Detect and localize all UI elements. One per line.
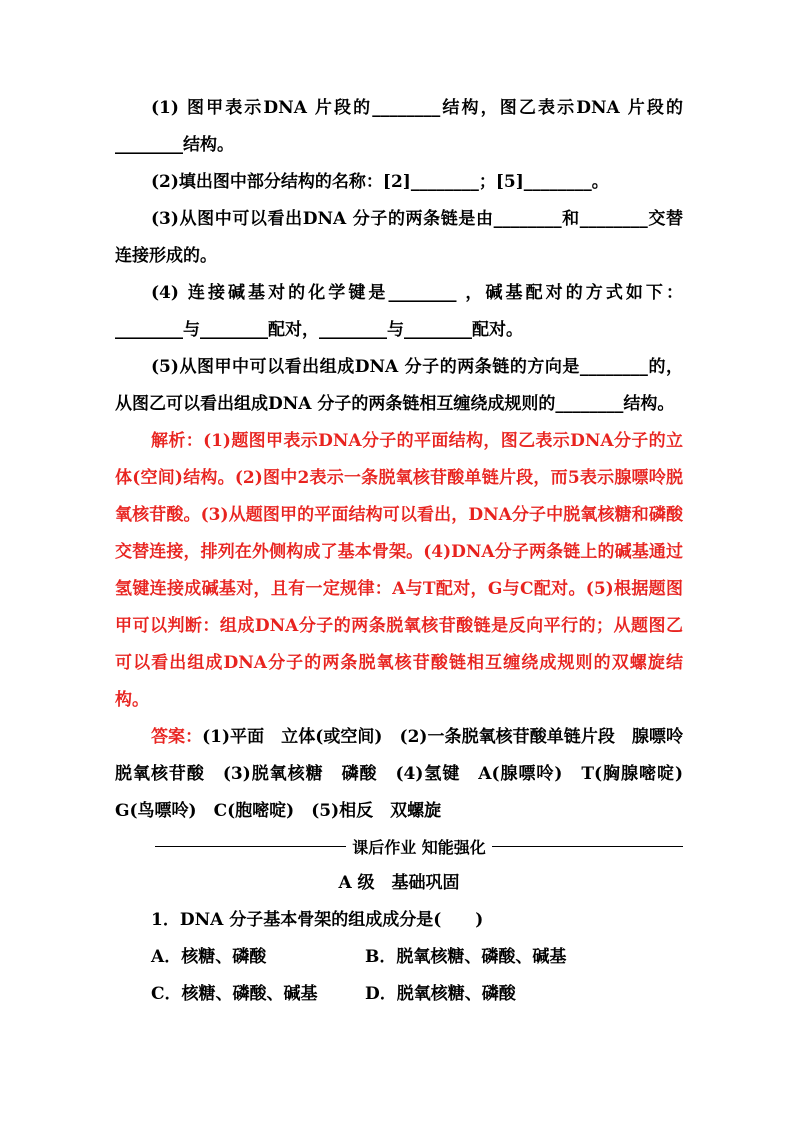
analysis-text: (1)题图甲表示DNA分子的平面结构，图乙表示DNA分子的立体(空间)结构。(2)图中2表示一条脱氧核苷酸单链片段，而5表示腺嘌呤脱氧核苷酸。(3)从题图甲的平面结构可以看出，DNA分子中脱氧核糖和磷酸交替连接，排列在外侧构成了基本骨架。(4)DNA分子两条链上的碱基通过氢键连接成碱基对，且有一定规律：A与T配对，G与C配对。(5)根据题图甲可以判断：组成DNA分子的两条脱氧核苷酸链是反向平行的；从题图乙可以看出组成DNA分子的两条脱氧核苷酸链相互缠绕成规则的双螺旋结构。: [115, 431, 684, 710]
divider-line-right: [492, 846, 683, 847]
option-c[interactable]: C．核糖、磷酸、碱基: [151, 984, 318, 1004]
question-2: (2)填出图中部分结构的名称：[2]________；[5]________。: [151, 172, 609, 192]
question-4: (4) 连接碱基对的化学键是________ ，碱基配对的方式如下：________与________配对，________与________配对。: [115, 283, 683, 340]
option-d[interactable]: D．脱氧核糖、磷酸: [365, 984, 516, 1004]
option-a[interactable]: A．核糖、磷酸: [151, 947, 267, 967]
level-heading: A 级 基础巩固: [338, 873, 460, 893]
question-5: (5)从图甲中可以看出组成DNA 分子的两条链的方向是________的，从图乙可以看出组成DNA 分子的两条链相互缠绕成规则的________结构。: [115, 357, 683, 414]
section-divider: [115, 828, 683, 865]
option-b[interactable]: B．脱氧核糖、磷酸、碱基: [365, 947, 567, 967]
question-1: (1) 图甲表示DNA 片段的________结构，图乙表示DNA 片段的________结构。: [115, 98, 683, 155]
answer-label: 答案：: [151, 727, 203, 747]
document-page: [115, 90, 700, 1013]
analysis-paragraph: [115, 423, 683, 719]
analysis-label: 解析：: [151, 431, 204, 451]
section-title: 课后作业 知能强化: [352, 838, 486, 857]
exercise-question: 1．DNA 分子基本骨架的组成成分是( ): [151, 910, 484, 930]
answer-paragraph: [115, 719, 700, 830]
exercise-options: [115, 939, 683, 1013]
divider-line-left: [155, 846, 346, 847]
question-3: (3)从图中可以看出DNA 分子的两条链是由________和________交替连接形成的。: [115, 209, 683, 266]
answer-text: (1)平面 立体(或空间) (2)一条脱氧核苷酸单链片段 腺嘌呤脱氧核苷酸 (3)脱氧核糖 磷酸 (4)氢键 A(腺嘌呤) T(胸腺嘧啶) G(鸟嘌呤) C(胞嘧啶) (5)相反 双螺旋: [115, 727, 700, 821]
